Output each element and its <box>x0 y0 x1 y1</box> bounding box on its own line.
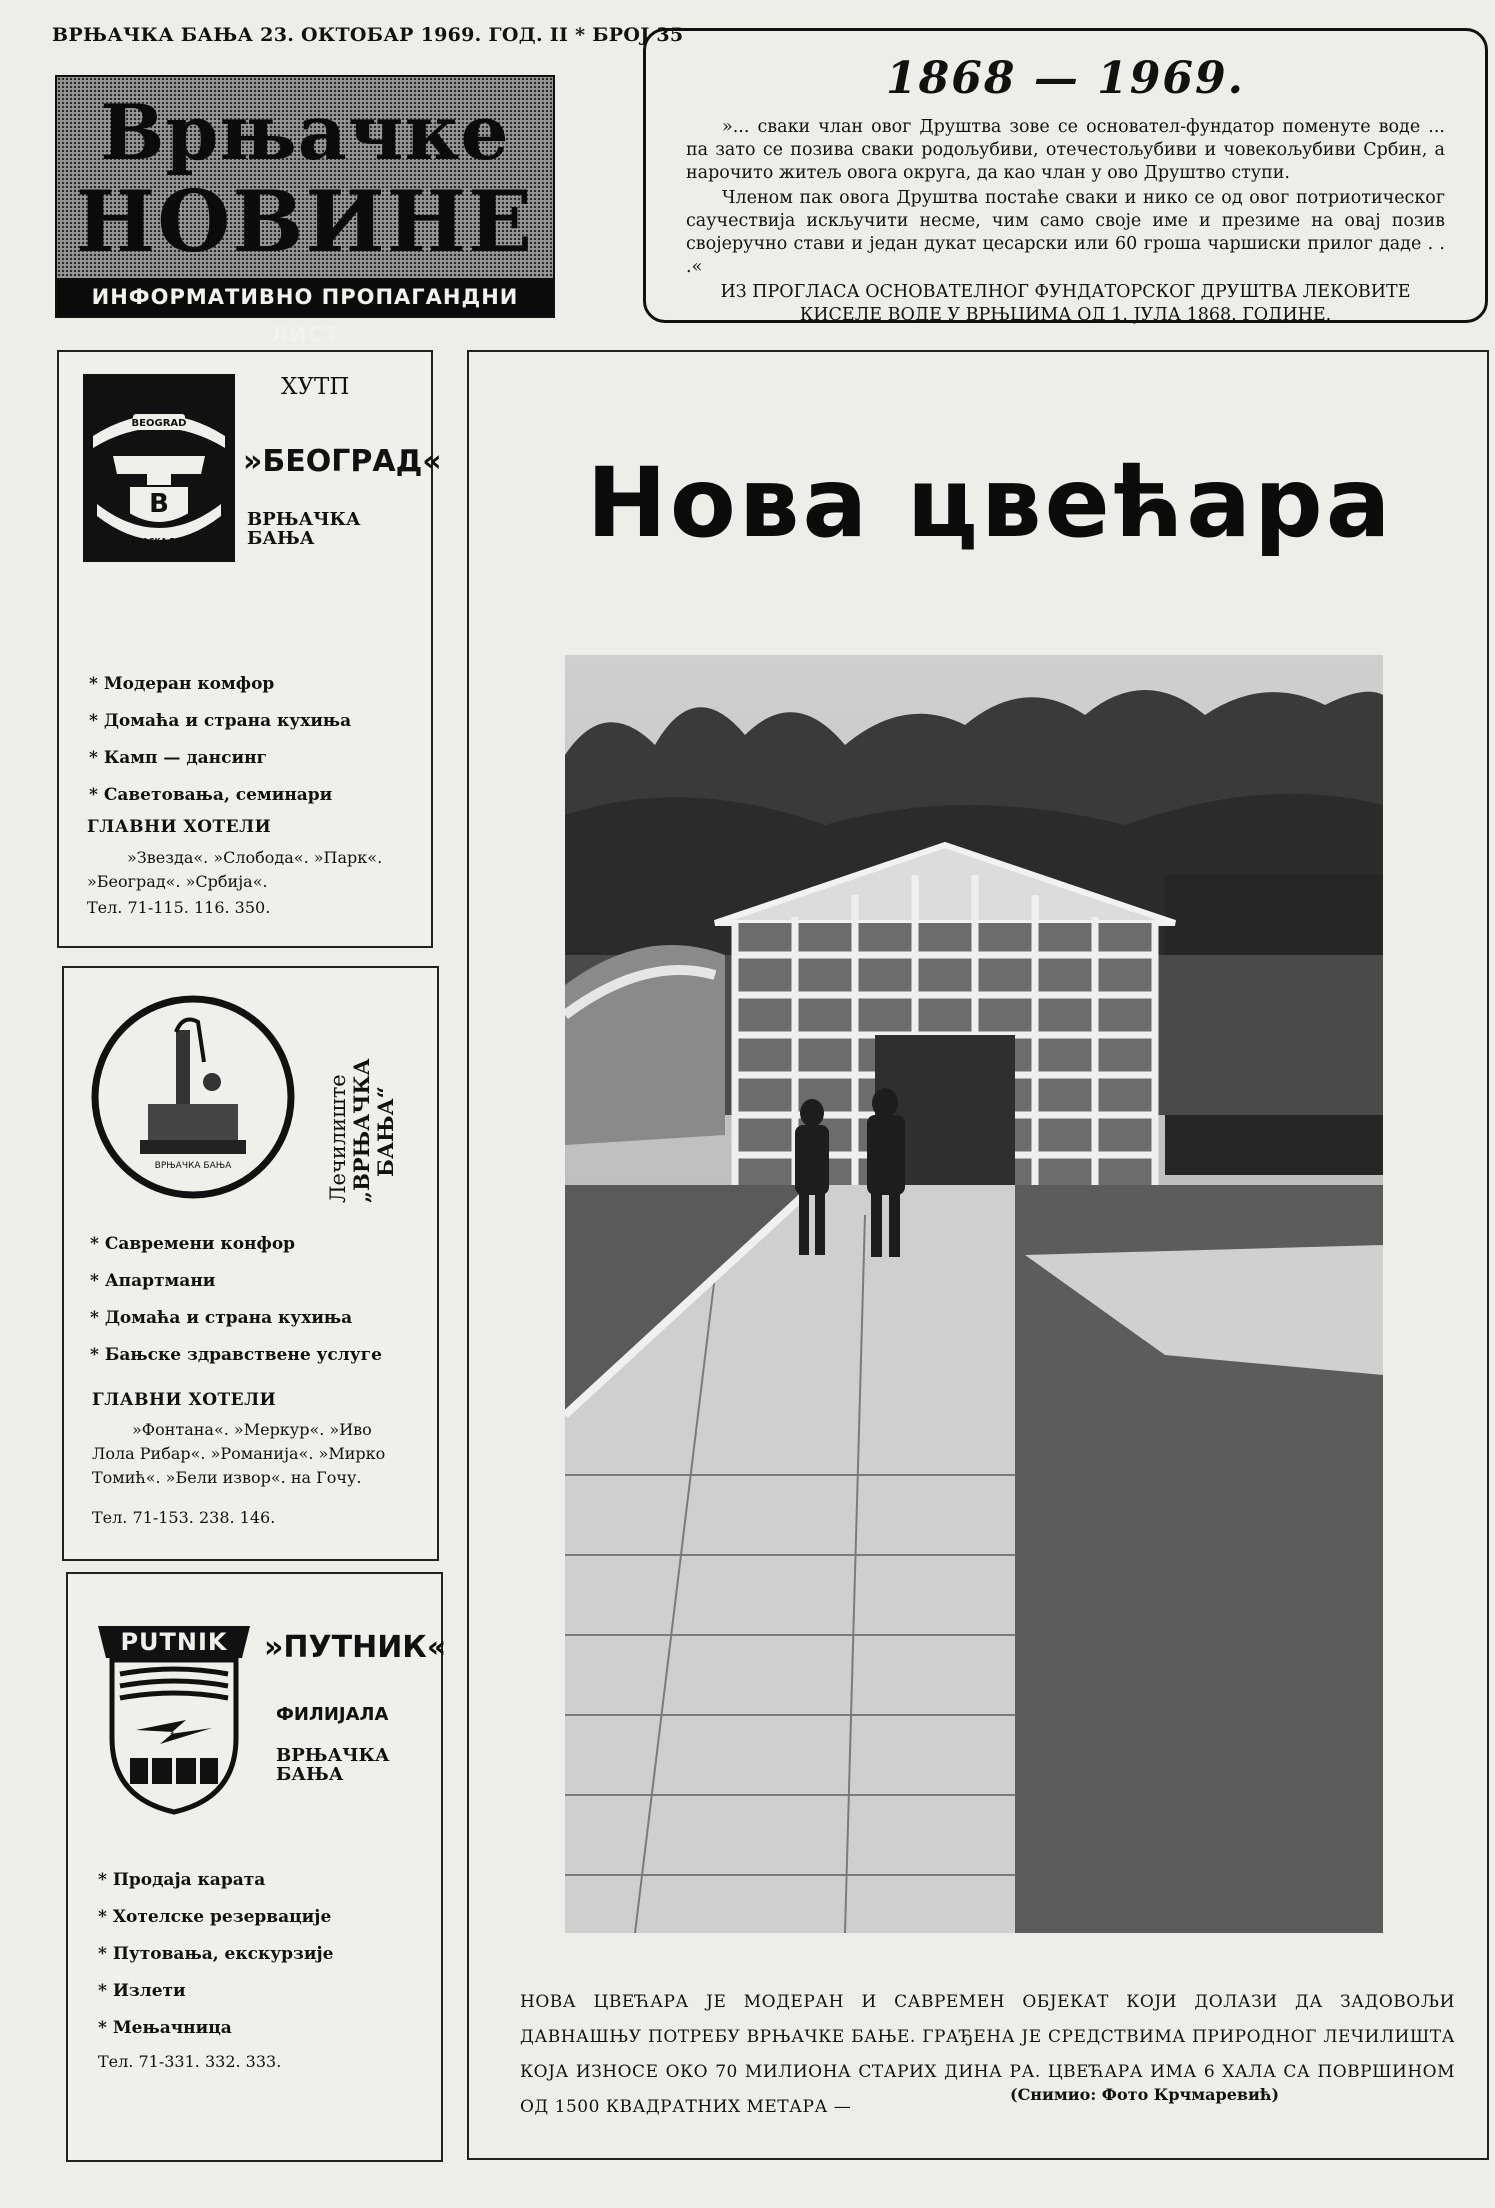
vertical-line-3: БАЊА“ <box>373 1086 398 1177</box>
feature-item: * Савремени конфор <box>90 1234 382 1254</box>
quote-source: ИЗ ПРОГЛАСА ОСНОВАТЕЛНОГ ФУНДАТОРСКОГ ДРУШТВА ЛЕКОВИТЕ КИСЕЛЕ ВОДЕ У ВРЊЦИМА ОД 1. ЈУЛА 1868. ГОДИНЕ. <box>720 282 1411 325</box>
vertical-line-1: Лечилиште <box>326 1074 350 1203</box>
quote-paragraph-2: Членом пак овога Друштва постаће сваки и нико се од овог потриотическог саучествија искључити несме, чим само своје име и презиме на овај позив својеручно стави и један дукат цесарски или 60 гроша чаршиски прилог даде . . .« <box>686 188 1445 277</box>
lecheliste-features <box>90 1234 382 1382</box>
beograd-hotels: »Звезда«. »Слобода«. »Парк«. »Београд«. »Србија«. <box>87 848 383 891</box>
beograd-logo <box>83 374 235 562</box>
lecheliste-logo <box>88 992 298 1202</box>
putnik-branch: ФИЛИЈАЛА <box>276 1704 389 1725</box>
vertical-line-2: „ВРЊАЧКА <box>349 1058 374 1203</box>
beograd-hotels-heading: ГЛАВНИ ХОТЕЛИ <box>87 817 272 837</box>
beograd-logo-letter: B <box>149 489 169 519</box>
quote-years: 1868 — 1969. <box>886 53 1245 104</box>
masthead-title-line2: НОВИНЕ <box>75 172 535 271</box>
beograd-org: ХУТП <box>281 374 350 400</box>
putnik-tel: Тел. 71-331. 332. 333. <box>98 2052 282 2071</box>
feature-item: * Апартмани <box>90 1271 382 1291</box>
lecheliste-vertical-title <box>326 1013 398 1203</box>
feature-item: * Саветовања, семинари <box>89 785 351 805</box>
beograd-logo-top-text: BEOGRAD <box>131 418 187 429</box>
quote-box <box>643 28 1488 323</box>
feature-item: * Модеран комфор <box>89 674 351 694</box>
lecheliste-logo-caption: ВРЊАЧКА БАЊА <box>154 1161 232 1171</box>
feature-item: * Домаћа и страна кухиња <box>90 1308 382 1328</box>
beograd-place: ВРЊАЧКА БАЊА <box>247 509 361 549</box>
dateline: ВРЊАЧКА БАЊА 23. ОКТОБАР 1969. ГОД. II * БРОЈ 35 <box>52 24 684 46</box>
ad-lecheliste <box>62 966 439 1561</box>
greenhouse-photo <box>565 655 1383 1933</box>
feature-item: * Домаћа и страна кухиња <box>89 711 351 731</box>
feature-item: * Хотелске резервације <box>98 1907 333 1927</box>
lecheliste-hotels: »Фонтана«. »Меркур«. »Иво Лола Рибар«. »Романија«. »Мирко Томић«. »Бели извор«. на Гочу. <box>92 1420 386 1487</box>
masthead-subtitle: ИНФОРМАТИВНО ПРОПАГАНДНИ ЛИСТ <box>57 278 553 316</box>
putnik-place: ВРЊАЧКА БАЊА <box>276 1745 390 1785</box>
masthead-title-line1: Врњачке <box>100 88 510 177</box>
beograd-name: »БЕОГРАД« <box>243 444 442 479</box>
feature-item: * Камп — дансинг <box>89 748 351 768</box>
ad-putnik <box>66 1572 447 2162</box>
feature-item: * Бањске здравствене услуге <box>90 1345 382 1365</box>
lecheliste-hotels-heading: ГЛАВНИ ХОТЕЛИ <box>92 1390 277 1410</box>
putnik-features <box>98 1870 333 2055</box>
putnik-logo-text: PUTNIK <box>120 1628 228 1656</box>
quote-paragraph-1: »... сваки члан овог Друштва зове се основател-фундатор поменуте воде ... па зато се позива сваки родољубиви, отечестољубиви и човекољубиви Србин, а нарочито житељ овога округа, да као члан у ово Друштво ступи. <box>686 117 1445 183</box>
lecheliste-tel: Тел. 71-153. 238. 146. <box>92 1508 276 1527</box>
feature-item: * Продаја карата <box>98 1870 333 1890</box>
feature-item: * Путовања, екскурзије <box>98 1944 333 1964</box>
feature-item: * Мењачница <box>98 2018 333 2038</box>
putnik-logo <box>90 1618 258 1818</box>
ad-hotel-beograd <box>57 350 442 948</box>
greenhouse-photo-drawing <box>565 655 1383 1933</box>
putnik-name: »ПУТНИК« <box>264 1630 447 1665</box>
beograd-logo-bottom-text: VRNJACKA BANJA <box>120 537 198 546</box>
article-caption: НОВА ЦВЕЋАРА ЈЕ МОДЕРАН И САВРЕМЕН ОБЈЕКАТ КОЈИ ДОЛАЗИ ДА ЗАДОВОЉИ ДАВНАШЊУ ПОТРЕБУ ВРЊАЧКЕ БАЊЕ. ГРАЂЕНА ЈЕ СРЕДСТВИМА ПРИРОДНОГ ЛЕЧИЛИШТА КОЈА ИЗНОСЕ ОКО 70 МИЛИОНА СТАРИХ ДИНА РА. ЦВЕЋАРА ИМА 6 ХАЛА СА ПОВРШИНОМ ОД 1500 КВАДРАТНИХ МЕТАРА — <box>520 1992 1455 2117</box>
photo-credit: (Снимио: Фото Крчмаревић) <box>1010 2085 1280 2104</box>
beograd-tel: Тел. 71-115. 116. 350. <box>87 898 271 917</box>
feature-item: * Излети <box>98 1981 333 2001</box>
masthead <box>55 75 555 347</box>
beograd-features <box>89 674 351 822</box>
article-headline: Нова цвећара <box>586 447 1394 559</box>
